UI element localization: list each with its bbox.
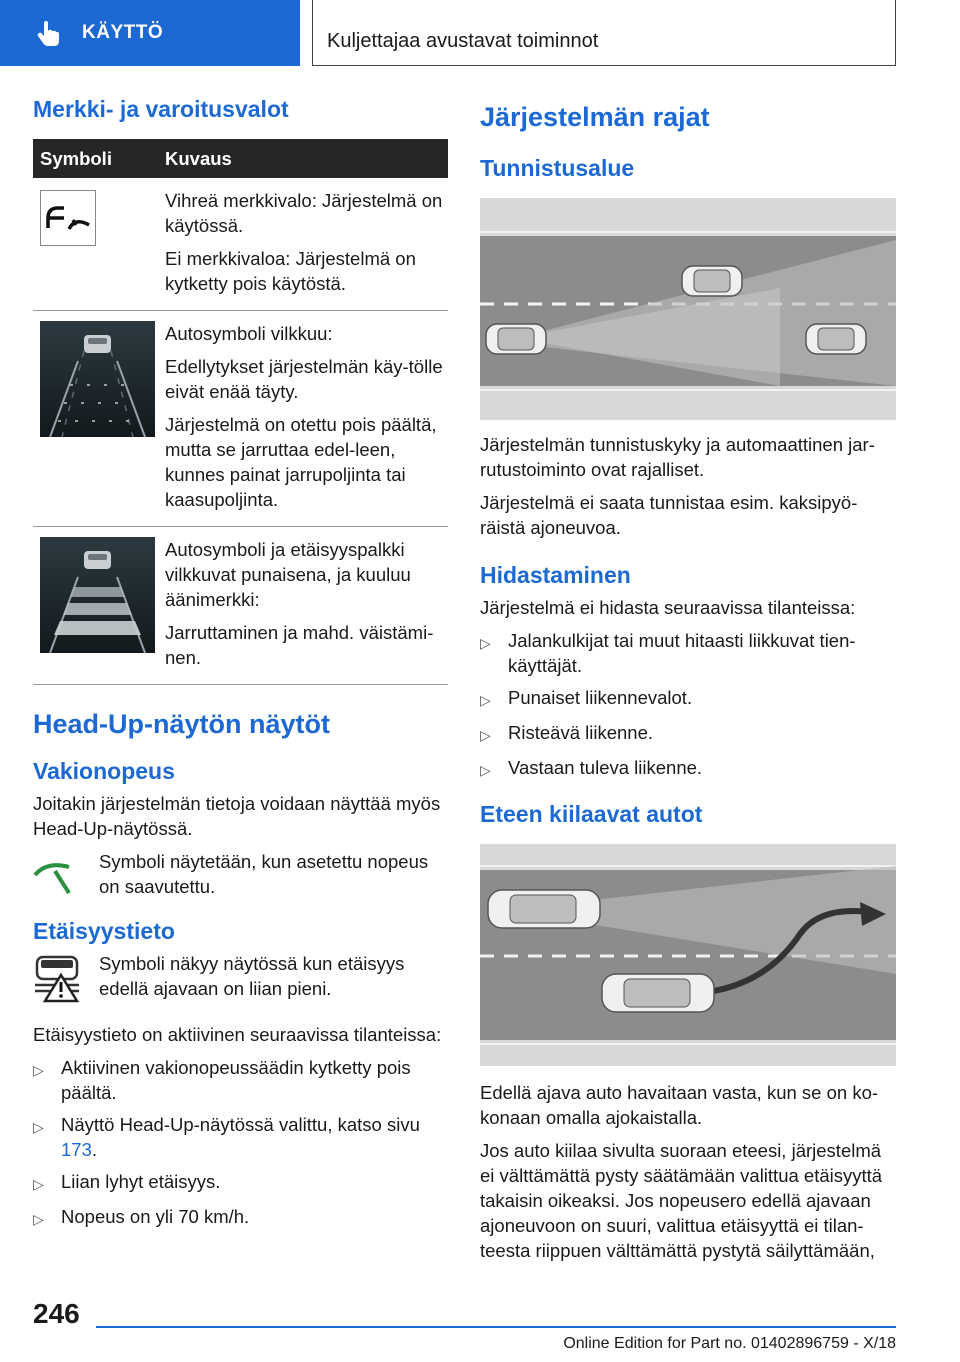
- list-item: ▷ Risteävä liikenne.: [480, 722, 653, 743]
- distance-symbol-row: [33, 951, 448, 1008]
- symbol-table: [33, 139, 448, 685]
- speed-text: Joitakin järjestelmän tietoja voidaan näyttää myös Head-Up-näytössä.: [33, 793, 441, 839]
- chapter-tab-label: KÄYTTÖ: [82, 22, 164, 43]
- section-title-limits: Järjestelmän rajat: [480, 102, 710, 132]
- right-column: [480, 96, 896, 1271]
- distance-symbol-text: Symboli näkyy näytössä kun etäisyys edellä ajavaan on liian pieni.: [99, 953, 405, 999]
- hud-car-distance-image: [40, 537, 155, 653]
- page-link-173[interactable]: 173: [61, 1139, 92, 1160]
- table-header-description: Kuvaus: [155, 139, 448, 178]
- page-header: [0, 0, 960, 66]
- hand-pointer-icon: [36, 19, 64, 47]
- slowing-text: Järjestelmä ei hidasta seuraavissa tilanteissa:: [480, 597, 856, 618]
- cutting-in-car: [602, 974, 714, 1012]
- table-header-row: [33, 139, 448, 178]
- car-far: [806, 324, 866, 354]
- distance-warning-icon: [33, 951, 99, 1008]
- left-column: [33, 96, 448, 1239]
- row1-desc-1: Vihreä merkkivalo: Järjestelmä on käytössä.: [165, 190, 443, 236]
- speed-reached-icon: [33, 849, 99, 904]
- list-item: ▷ Jalankulkijat tai muut hitaasti liikkuvat tien-käyttäjät.: [480, 630, 856, 676]
- section-title-indicators: Merkki- ja varoitusvalot: [33, 96, 289, 122]
- detection-text-2: Järjestelmä ei saata tunnistaa esim. kaksipyö-räistä ajoneuvoa.: [480, 492, 858, 538]
- speed-symbol-text: Symboli näytetään, kun asetettu nopeus on saavutettu.: [99, 851, 429, 897]
- row2-desc-1: Autosymboli vilkkuu:: [165, 323, 333, 344]
- list-item: ▷ Liian lyhyt etäisyys.: [33, 1171, 221, 1192]
- table-row: [33, 527, 448, 685]
- distance-active-text: Etäisyystieto on aktiivinen seuraavissa tilanteissa:: [33, 1024, 442, 1045]
- row3-desc-2: Jarruttaminen ja mahd. väistämi-nen.: [165, 622, 434, 668]
- list-item: ▷ Punaiset liikennevalot.: [480, 687, 693, 708]
- row3-desc-1: Autosymboli ja etäisyyspalkki vilkkuvat punaisena, ja kuuluu äänimerkki:: [165, 539, 411, 610]
- hud-car-symbol-image: [40, 321, 155, 437]
- row2-desc-3: Järjestelmä on otettu pois päältä, mutta se jarruttaa edel-leen, kunnes painat jarrupoljinta tai kaasupoljinta.: [165, 414, 437, 510]
- subsection-title-slowing: Hidastaminen: [480, 562, 631, 588]
- page-number: 246: [33, 1298, 80, 1329]
- row2-desc-2: Edellytykset järjestelmän käy-tölle eivät enää täyty.: [165, 356, 443, 402]
- table-header-symbol: Symboli: [33, 139, 155, 178]
- speed-symbol-row: [33, 849, 448, 904]
- subsection-title-cut-in: Eteen kiilaavat autot: [480, 801, 703, 827]
- detection-range-illustration: [480, 198, 896, 420]
- car-ahead: [682, 266, 742, 296]
- section-title-hud: Head-Up-näytön näytöt: [33, 709, 330, 739]
- distance-list: [33, 1055, 448, 1232]
- breadcrumb: Kuljettajaa avustavat toiminnot: [312, 0, 896, 66]
- list-item: ▷ Näyttö Head-Up-näytössä valittu, katso sivu 173.: [33, 1114, 420, 1160]
- slowing-list: [480, 628, 896, 783]
- own-car: [488, 890, 600, 928]
- cut-in-text-1: Edellä ajava auto havaitaan vasta, kun se on ko-konaan omalla ajokaistalla.: [480, 1082, 879, 1128]
- table-row: [33, 178, 448, 311]
- subsection-title-detection: Tunnistusalue: [480, 155, 635, 181]
- footer-edition: Online Edition for Part no. 01402896759 - X/18: [563, 1335, 896, 1352]
- table-row: [33, 311, 448, 527]
- cut-in-text-2: Jos auto kiilaa sivulta suoraan eteesi, järjestelmä ei välttämättä pysty säätämään valittua etäisyyttä takaisin oikeaksi. Jos nopeusero edellä ajavaan ajoneuvoon on suuri, valittua etäisyyttä ei tilan-teesta riippuen välttämättä pystytä säilyttämään,: [480, 1140, 883, 1261]
- list-item: ▷ Nopeus on yli 70 km/h.: [33, 1206, 250, 1227]
- cut-in-illustration: [480, 844, 896, 1066]
- own-car: [486, 324, 546, 354]
- row1-desc-2: Ei merkkivaloa: Järjestelmä on kytketty pois käytöstä.: [165, 248, 416, 294]
- list-item: ▷ Vastaan tuleva liikenne.: [480, 757, 703, 778]
- chapter-tab[interactable]: [0, 0, 300, 66]
- footer-divider: [96, 1326, 896, 1328]
- list-item: ▷ Aktiivinen vakionopeussäädin kytketty pois päältä.: [33, 1057, 411, 1103]
- detection-text-1: Järjestelmän tunnistuskyky ja automaattinen jar-rutustoiminto ovat rajalliset.: [480, 434, 875, 480]
- acc-indicator-icon: [40, 233, 96, 250]
- subsection-title-speed: Vakionopeus: [33, 758, 175, 784]
- subsection-title-distance: Etäisyystieto: [33, 918, 175, 944]
